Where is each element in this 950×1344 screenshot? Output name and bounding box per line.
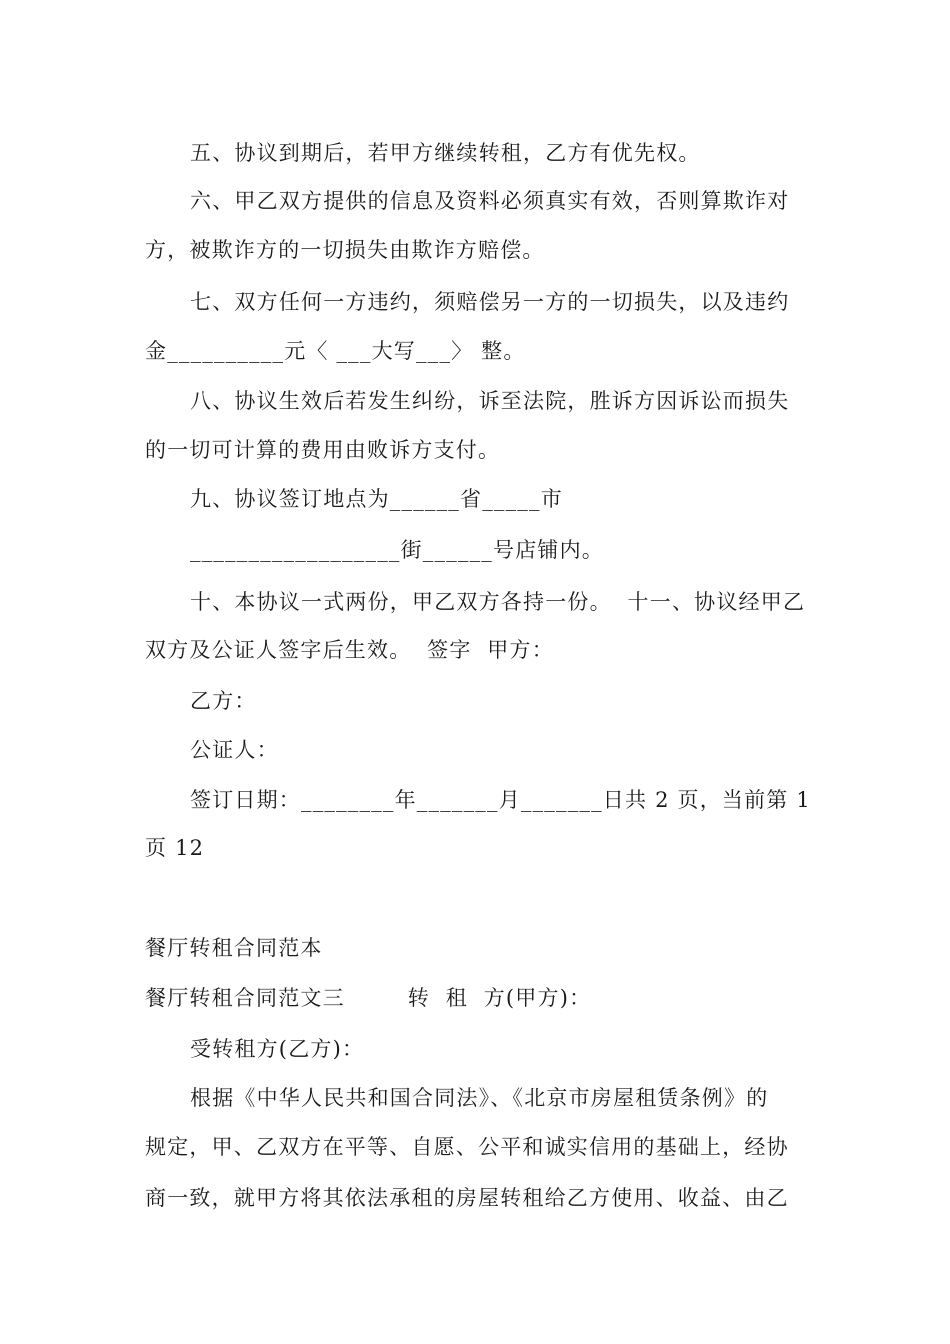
contract-subtitle: 餐厅转租合同范文三 转 租 方(甲方)：	[145, 986, 592, 1010]
clause-5: 五、协议到期后，若甲方继续转租，乙方有优先权。	[190, 141, 701, 165]
preamble-line-2: 规定，甲、乙双方在平等、自愿、公平和诚实信用的基础上，经协	[145, 1135, 789, 1159]
preamble-line-3: 商一致，就甲方将其依法承租的房屋转租给乙方使用、收益、由乙	[145, 1186, 789, 1210]
lessee-label: 受转租方(乙方)：	[190, 1037, 365, 1061]
clause-8-line-1: 八、协议生效后若发生纠纷，诉至法院，胜诉方因诉讼而损失	[190, 389, 790, 413]
clause-8-line-2: 的一切可计算的费用由败诉方支付。	[145, 438, 501, 462]
clause-6-line-1: 六、甲乙双方提供的信息及资料必须真实有效，否则算欺诈对	[190, 189, 790, 213]
clause-9-line-2: __________________街______号店铺内。	[190, 538, 604, 562]
notary-signature: 公证人：	[190, 738, 279, 762]
preamble-line-1: 根据《中华人民共和国合同法》、《北京市房屋租赁条例》的	[190, 1086, 769, 1110]
clause-7-line-2: 金__________元〈 ___大写___〉 整。	[145, 339, 526, 363]
sign-date-line: 签订日期：________年_______月_______日共 2 页，当前第 1	[190, 788, 811, 812]
clause-7-line-1: 七、双方任何一方违约，须赔偿另一方的一切损失，以及违约	[190, 290, 790, 314]
page-indicator: 页 12	[145, 836, 205, 860]
clause-6-line-2: 方，被欺诈方的一切损失由欺诈方赔偿。	[145, 238, 545, 262]
section-title: 餐厅转租合同范本	[145, 936, 323, 960]
clause-10-line-1: 十、本协议一式两份，甲乙双方各持一份。 十一、协议经甲乙	[190, 590, 806, 614]
party-b-signature: 乙方：	[190, 689, 257, 713]
clause-9-line-1: 九、协议签订地点为______省_____市	[190, 487, 563, 511]
clause-10-line-2: 双方及公证人签字后生效。 签字 甲方：	[145, 638, 554, 662]
